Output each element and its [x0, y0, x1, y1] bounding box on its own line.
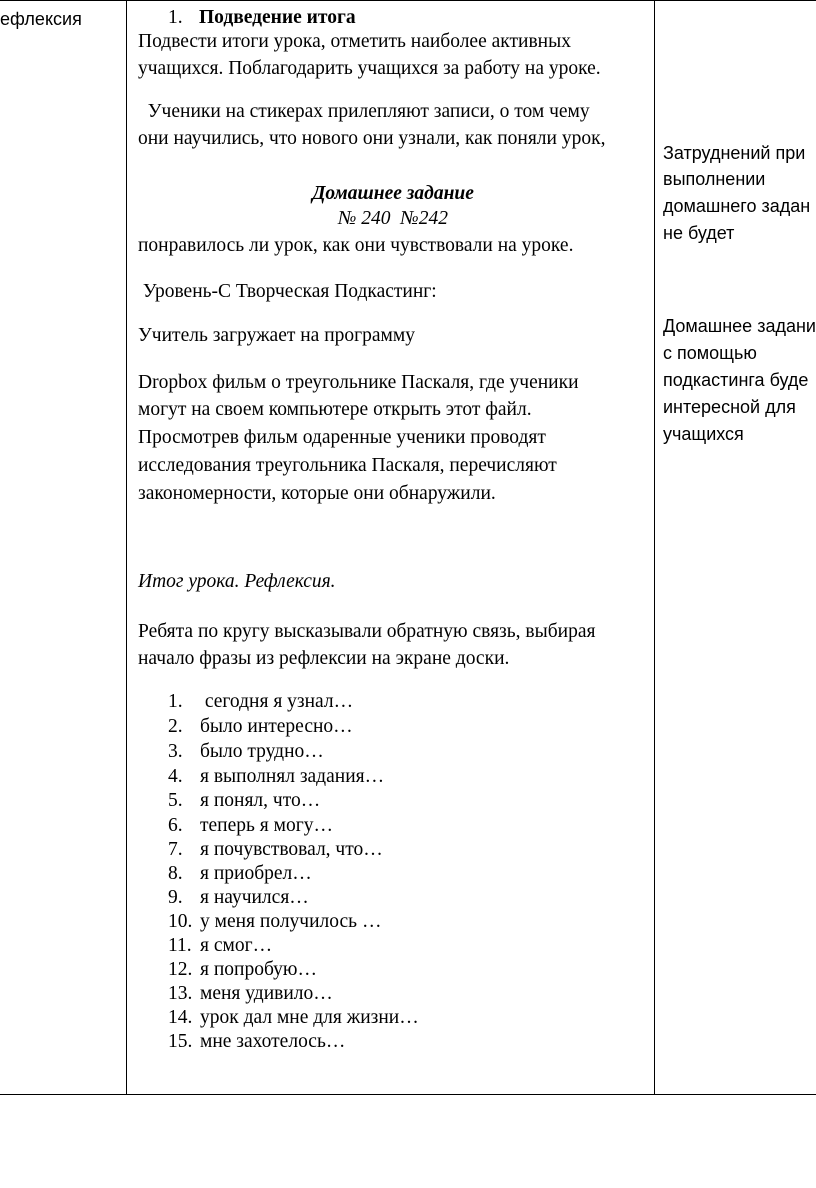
- list-text: сегодня я узнал…: [200, 691, 354, 712]
- paragraph-4-line-4: исследования треугольника Паскаля, перечисляют: [138, 455, 557, 476]
- list-number: 3.: [168, 741, 183, 762]
- list-item: [168, 1004, 419, 1031]
- homework-title: Домашнее задание: [312, 183, 474, 204]
- list-number: 1.: [168, 691, 183, 712]
- list-item: [168, 1028, 345, 1055]
- list-number: 4.: [168, 766, 183, 787]
- list-text: у меня получилось …: [200, 911, 382, 932]
- homework-numbers: № 240 №242: [338, 208, 448, 229]
- list-number: 10.: [168, 911, 193, 932]
- list-item: [168, 908, 381, 935]
- note-1-line-1: Затруднений при: [663, 143, 806, 163]
- list-text: урок дал мне для жизни…: [200, 1007, 419, 1028]
- column-divider-left: [126, 0, 127, 1095]
- list-text: я понял, что…: [200, 790, 321, 811]
- list-text: я почувствовал, что…: [200, 839, 383, 860]
- list-number: 14.: [168, 1007, 193, 1028]
- list-item: [168, 713, 353, 740]
- note-1-line-2: выполнении: [663, 169, 766, 189]
- list-number: 2.: [168, 716, 183, 737]
- list-text: теперь я могу…: [200, 815, 333, 836]
- list-number: 5.: [168, 790, 183, 811]
- list-number: 15.: [168, 1031, 193, 1052]
- list-item: [168, 884, 309, 911]
- note-1-line-4: не будет: [663, 223, 735, 243]
- list-item: [168, 812, 333, 839]
- list-number: 11.: [168, 935, 192, 956]
- column-divider-right: [654, 0, 655, 1095]
- note-2-line-4: интересной для: [663, 397, 796, 417]
- summary-title: Итог урока. Рефлексия.: [138, 571, 336, 592]
- list-number: 6.: [168, 815, 183, 836]
- list-text: было трудно…: [200, 741, 324, 762]
- paragraph-4-line-2: могут на своем компьютере открыть этот файл.: [138, 399, 532, 420]
- paragraph-1-line-1: Подвести итоги урока, отметить наиболее активных: [138, 31, 571, 52]
- list-item: [168, 932, 272, 959]
- list-item: [168, 763, 384, 790]
- list-number: 7.: [168, 839, 183, 860]
- list-text: было интересно…: [200, 716, 353, 737]
- list-number: 13.: [168, 983, 193, 1004]
- paragraph-2-line-1: Ученики на стикерах прилепляют записи, о том чему: [138, 101, 590, 122]
- stage-label: ефлексия: [0, 9, 82, 29]
- list-text: я приобрел…: [200, 863, 312, 884]
- teacher-line: Учитель загружает на программу: [138, 325, 415, 346]
- table-top-border: [0, 0, 816, 1]
- list-text: меня удивило…: [200, 983, 333, 1004]
- heading: Подведение итога: [199, 7, 356, 28]
- list-text: я попробую…: [200, 959, 317, 980]
- paragraph-1-line-2: учащихся. Поблагодарить учащихся за работу на уроке.: [138, 58, 601, 79]
- paragraph-5-line-1: Ребята по кругу высказывали обратную связь, выбирая: [138, 621, 596, 642]
- paragraph-4-line-3: Просмотрев фильм одаренные ученики проводят: [138, 427, 546, 448]
- note-2-line-1: Домашнее задани: [663, 316, 816, 336]
- list-number: 8.: [168, 863, 183, 884]
- list-text: я выполнял задания…: [200, 766, 385, 787]
- table-bottom-border: [0, 1094, 816, 1095]
- list-item: [168, 956, 317, 983]
- list-number: 9.: [168, 887, 183, 908]
- list-number: 12.: [168, 959, 193, 980]
- paragraph-4-line-1: Dropbox фильм о треугольнике Паскаля, где ученики: [138, 372, 579, 393]
- note-2-line-5: учащихся: [663, 424, 744, 444]
- note-2-line-3: подкастинга буде: [663, 370, 809, 390]
- list-item: [168, 787, 320, 814]
- note-1-line-3: домашнего задан: [663, 196, 811, 216]
- paragraph-2-line-2: они научились, что нового они узнали, как поняли урок,: [138, 128, 606, 149]
- heading-number: 1.: [168, 7, 183, 28]
- list-item: [168, 836, 383, 863]
- list-text: я научился…: [200, 887, 309, 908]
- list-item: [168, 738, 324, 765]
- paragraph-3: понравилось ли урок, как они чувствовали на уроке.: [138, 235, 574, 256]
- list-text: мне захотелось…: [200, 1031, 346, 1052]
- level-line: Уровень-С Творческая Подкастинг:: [138, 281, 437, 302]
- paragraph-5-line-2: начало фразы из рефлексии на экране доски.: [138, 648, 510, 669]
- list-item: [168, 688, 353, 715]
- list-item: [168, 860, 312, 887]
- list-text: я смог…: [200, 935, 273, 956]
- note-2-line-2: с помощью: [663, 343, 757, 363]
- paragraph-4-line-5: закономерности, которые они обнаружили.: [138, 483, 496, 504]
- list-item: [168, 980, 333, 1007]
